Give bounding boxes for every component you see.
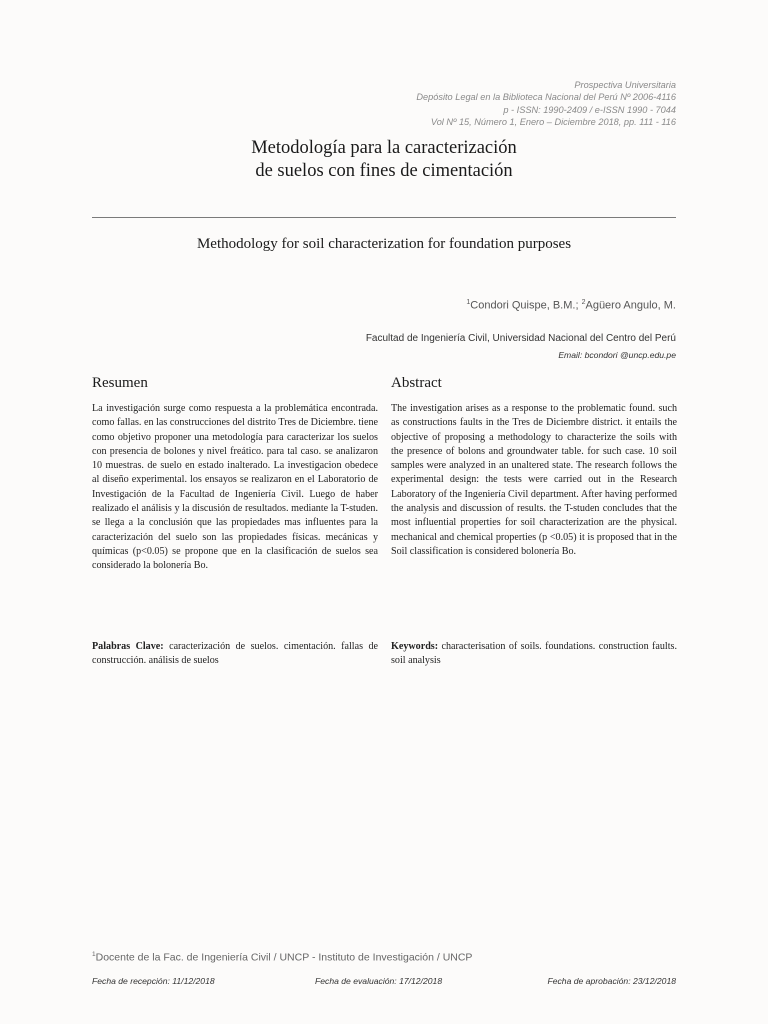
- affiliation: Facultad de Ingeniería Civil, Universidad Nacional del Centro del Perú: [365, 333, 676, 344]
- journal-volume: Vol Nº 15, Número 1, Enero – Diciembre 2018, pp. 111 - 116: [430, 117, 676, 128]
- abstract-keywords: [391, 640, 677, 669]
- date-received: Fecha de recepción: 11/12/2018: [92, 976, 215, 986]
- abstract-keywords-label: Keywords:: [391, 641, 439, 652]
- contact-email: [558, 350, 676, 360]
- title-spanish: [150, 137, 618, 183]
- title-spanish-line2: de suelos con fines de cimentación: [255, 161, 513, 181]
- journal-name: Prospectiva Universitaria: [574, 80, 676, 90]
- resumen-keywords-text: caracterización de suelos. cimentación. fallas de construcción. análisis de suelos: [92, 641, 378, 667]
- author2-affiliation-mark: 2: [581, 299, 586, 306]
- resumen-keywords-label: Palabras Clave:: [92, 641, 164, 652]
- resumen-heading: Resumen: [92, 375, 148, 391]
- author-list: [466, 299, 676, 312]
- abstract-heading: Abstract: [391, 375, 442, 391]
- author1-name: Condori Quispe, B.M.;: [470, 299, 579, 312]
- date-approved: Fecha de aprobación: 23/12/2018: [547, 976, 676, 986]
- journal-issn: p - ISSN: 1990-2409 / e-ISSN 1990 - 7044: [503, 104, 676, 115]
- date-evaluated: Fecha de evaluación: 17/12/2018: [315, 976, 443, 986]
- author-footnote: [92, 951, 472, 964]
- author1-affiliation-mark: 1: [466, 299, 471, 306]
- title-spanish-line1: Metodología para la caracterización: [251, 138, 517, 158]
- email-label: Email:: [558, 350, 583, 360]
- footnote-text: Docente de la Fac. de Ingeniería Civil / UNCP - Instituto de Investigación / UNCP: [95, 951, 473, 964]
- title-english: Methodology for soil characterization for foundation purposes: [196, 236, 572, 252]
- resumen-body: La investigación surge como respuesta a la problemática encontrada. como fallas. en las construcciones del distrito Tres de Diciembre. tiene como objetivo proponer una metodología para caracterizar los suelos con presencia de bolones y nivel freático. para tal caso. se analizaron 10 muestras. de suelo en estado inalterado. La investigacion obedece al diseño experimental. los ensayos se realizaron en el Laboratorio de Investigación de la Facultad de Ingeniería Civil. Luego de haber realizado el análisis y la discusión de resultados. mediante la T-studen. se llega a la conclusión que las propiedades mas influentes para la caracterización del suelo son las propiedades físicas. mecánicas y químicas (p<0.05) se propone que en la clasificación de suelos sea considerado la bolonería Bo.: [92, 403, 378, 572]
- journal-header: [256, 79, 676, 129]
- journal-deposit: Depósito Legal en la Biblioteca Nacional del Perú Nº 2006-4116: [416, 92, 676, 103]
- email-address[interactable]: bcondori @uncp.edu.pe: [584, 350, 676, 360]
- title-divider: [92, 217, 676, 218]
- author2-name: Agüero Angulo, M.: [585, 299, 676, 312]
- footnote-mark: 1: [92, 951, 96, 958]
- resumen-keywords: [92, 640, 378, 669]
- abstract-body: The investigation arises as a response to the problematic found. such as constructions faults in the Tres de Diciembre district. it entails the objective of proposing a methodology to characterize the soils with the presence of bolons and groundwater table. for such case. 10 soil samples were analyzed in an unaltered state. The research follows the experimental design: the tests were carried out in the Research Laboratory of the Ingeniería Civil department. After having performed the analysis and discussion of results. the T-studen concludes that the most influential properties for soil characterization are the physical. mechanical and chemical properties (p <0.05) it is proposed that in the Soil classification is considered bolonería Bo.: [391, 403, 677, 557]
- abstract-keywords-text: characterisation of soils. foundations. construction faults. soil analysis: [391, 641, 677, 667]
